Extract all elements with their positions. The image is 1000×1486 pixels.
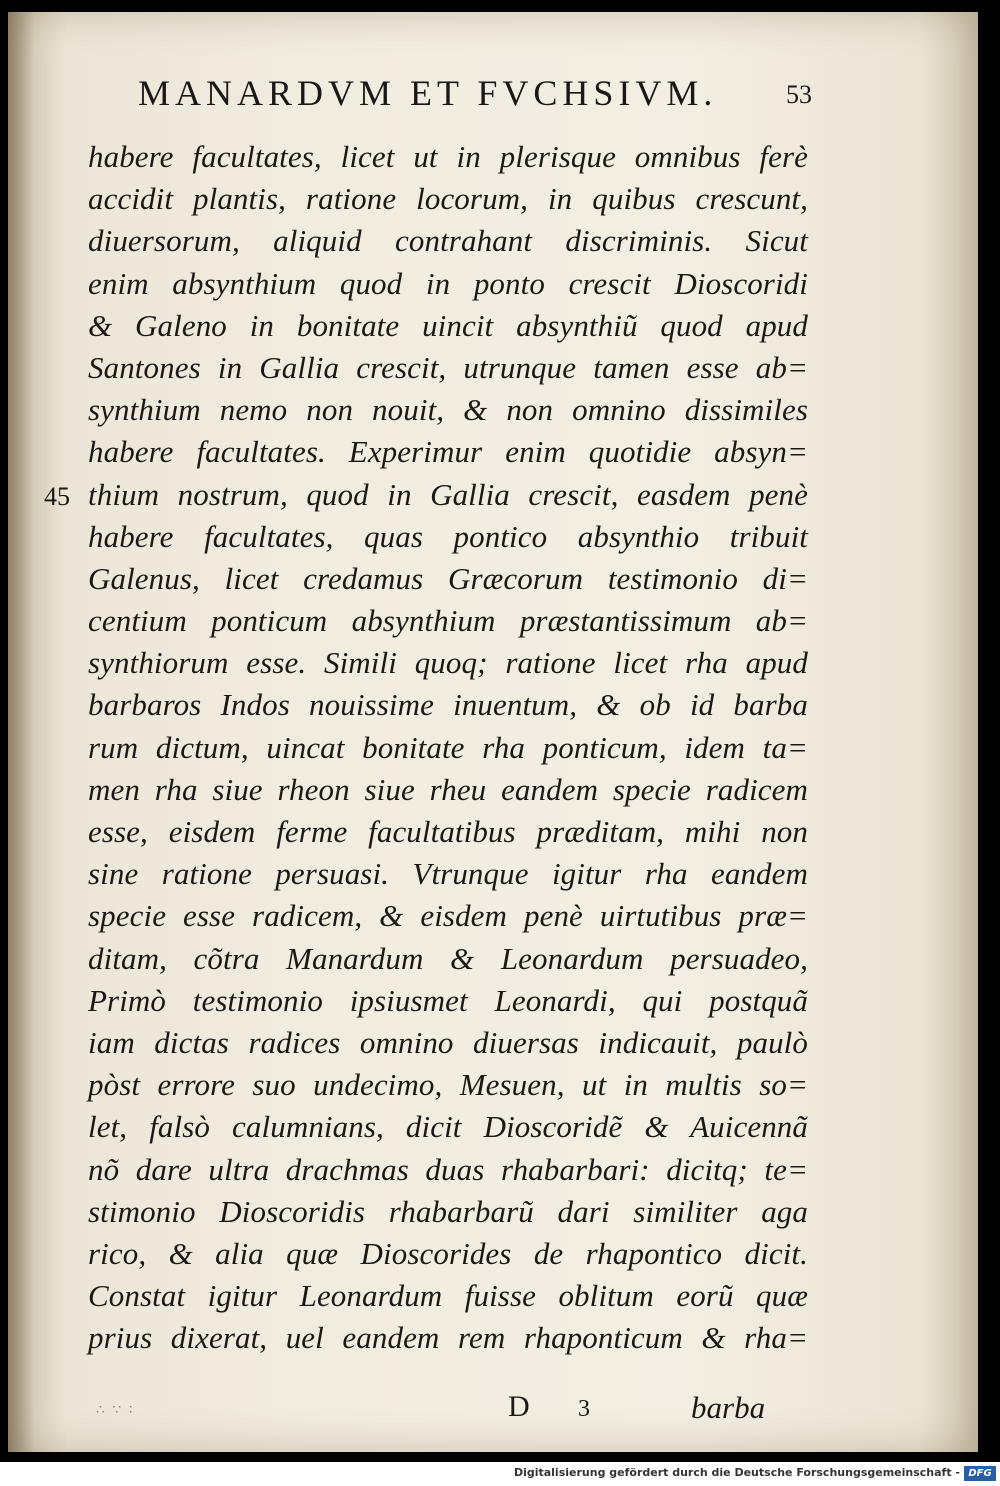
text-line: pòst errore suo undecimo, Mesuen, ut in multis so= bbox=[88, 1067, 808, 1103]
text-line: accidit plantis, ratione locorum, in quibus crescunt, bbox=[88, 181, 808, 217]
page-footer bbox=[88, 1390, 808, 1430]
text-line: ditam, cõtra Manardum & Leonardum persuadeo, bbox=[88, 940, 808, 976]
page-number: 53 bbox=[786, 80, 812, 109]
text-line: habere facultates. Experimur enim quotidie absyn= bbox=[88, 434, 808, 470]
text-line: esse, eisdem ferme facultatibus præditam, mihi non bbox=[88, 814, 808, 849]
text-line: & Galeno in bonitate uincit absynthiũ quod apud bbox=[88, 307, 808, 343]
funding-bar bbox=[0, 1462, 1000, 1486]
signature-mark: D bbox=[508, 1390, 530, 1423]
text-line: sine ratione persuasi. Vtrunque igitur rha eandem bbox=[88, 856, 808, 892]
text-line: Constat igitur Leonardum fuisse oblitum eorũ quæ bbox=[88, 1278, 808, 1314]
text-line: enim absynthium quod in ponto crescit Dioscoridi bbox=[88, 265, 808, 301]
margin-line-marker: 45 bbox=[44, 482, 70, 511]
funding-note: Digitalisierung gefördert durch die Deutsche Forschungsgemeinschaft - bbox=[513, 1466, 960, 1479]
text-line: Primò testimonio ipsiusmet Leonardi, qui postquã bbox=[88, 982, 808, 1018]
text-line: rico, & alia quæ Dioscorides de rhapontico dicit. bbox=[88, 1235, 808, 1271]
text-line: stimonio Dioscoridis rhabarbarũ dari similiter aga bbox=[88, 1193, 808, 1229]
text-line: nõ dare ultra drachmas duas rhabarbari: dicitq; te= bbox=[88, 1151, 808, 1187]
text-line: barbaros Indos nouissime inuentum, & ob id barba bbox=[88, 687, 808, 723]
dfg-logo-icon: DFG bbox=[964, 1466, 996, 1481]
signature-number: 3 bbox=[578, 1396, 590, 1422]
text-line: Galenus, licet credamus Græcorum testimonio di= bbox=[88, 560, 808, 596]
text-line: prius dixerat, uel eandem rem rhaponticum & rha= bbox=[88, 1320, 808, 1356]
text-line: synthiorum esse. Simili quoq; ratione licet rha apud bbox=[88, 645, 808, 681]
text-line: men rha siue rheon siue rheu eandem specie radicem bbox=[88, 771, 808, 807]
text-line: specie esse radicem, & eisdem penè uirtutibus præ= bbox=[88, 898, 808, 934]
text-line: iam dictas radices omnino diuersas indicauit, paulò bbox=[88, 1024, 808, 1060]
text-line: synthium nemo non nouit, & non omnino dissimiles bbox=[88, 392, 808, 428]
text-line: thium nostrum, quod in Gallia crescit, easdem penè bbox=[88, 476, 808, 512]
ink-smudge: ∴ ∵ ∶ bbox=[96, 1403, 135, 1418]
text-line: habere facultates, quas pontico absynthio tribuit bbox=[88, 518, 808, 554]
book-page bbox=[8, 12, 978, 1452]
running-head: MANARDVM ET FVCHSIVM. bbox=[138, 73, 718, 113]
text-line: centium ponticum absynthium præstantissimum ab= bbox=[88, 603, 808, 639]
text-line: habere facultates, licet ut in plerisque omnibus ferè bbox=[88, 139, 808, 174]
catchword: barba bbox=[691, 1390, 766, 1425]
text-line: Santones in Gallia crescit, utrunque tamen esse ab= bbox=[88, 349, 808, 385]
text-line: rum dictum, uincat bonitate rha ponticum, idem ta= bbox=[88, 729, 808, 765]
text-line: let, falsò calumnians, dicit Dioscoridẽ & Auicennã bbox=[88, 1109, 808, 1145]
text-line: diuersorum, aliquid contrahant discriminis. Sicut bbox=[88, 223, 808, 259]
body-text bbox=[88, 136, 808, 1359]
